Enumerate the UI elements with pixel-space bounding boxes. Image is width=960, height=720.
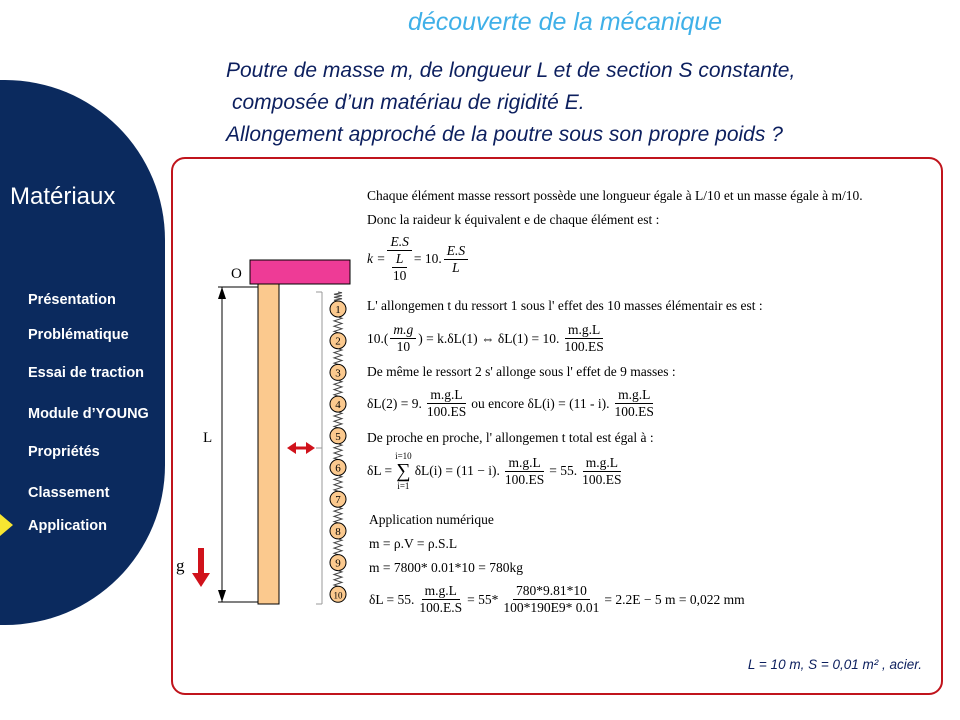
spring-number: 3: [335, 367, 341, 380]
spring-coil: [334, 349, 342, 365]
double-arrow-icon: [287, 442, 296, 454]
spring-coil: [334, 539, 342, 555]
top-support: [250, 260, 350, 284]
spring-number: 2: [335, 335, 341, 348]
gravity-label: g: [176, 556, 185, 575]
question-line-1: Poutre de masse m, de longueur L et de section S constante,: [226, 59, 796, 82]
spring-coil: [334, 380, 342, 396]
sidebar-item-problematique[interactable]: Problématique: [28, 327, 129, 343]
active-item-marker: [0, 514, 13, 536]
spring-coil: [334, 412, 342, 428]
sidebar: [0, 80, 165, 625]
equation-2: 10.( $\frac{m.g}{10}$ ) = k.δL(1) ⇔ δL(1) = 10. $\frac{m.g.L}{100.ES}$: [367, 322, 604, 354]
beam: [258, 284, 279, 604]
spring-chain: [330, 292, 346, 602]
sidebar-title: Matériaux: [10, 183, 116, 210]
text-p5: De proche en proche, l' allongemen t total est égal à :: [367, 430, 654, 445]
equation-7: δL = 55. $\frac{m.g.L}{100.E.S}$ = 55* $\frac{780*9.81*10}{100*190E9* 0.01}$ = 2.2E − 5 m = 0,022 mm: [369, 583, 745, 615]
spring-number: 5: [335, 430, 341, 443]
sidebar-item-presentation[interactable]: Présentation: [28, 292, 116, 308]
spring-coil: [334, 317, 342, 333]
app-title: Application numérique: [369, 512, 494, 527]
spring-coil: [334, 476, 342, 492]
spring-coil: [334, 571, 342, 587]
text-p3: L' allongemen t du ressort 1 sous l' effet des 10 masses élémentair es est :: [367, 298, 763, 313]
sidebar-item-application[interactable]: Application: [28, 518, 107, 534]
length-label: L: [203, 430, 213, 446]
spring-coil: [334, 444, 342, 460]
equation-6: m = 7800* 0.01*10 = 780kg: [369, 560, 523, 575]
spring-number: 4: [335, 399, 341, 412]
equation-5: m = ρ.V = ρ.S.L: [369, 536, 458, 551]
text-p1: Chaque élément masse ressort possède une longueur égale à L/10 et un masse égale à m/10.: [367, 188, 863, 203]
beam-spring-diagram: [170, 255, 365, 615]
question-line-2: composée d’un matériau de rigidité E.: [232, 91, 585, 114]
sidebar-item-classement[interactable]: Classement: [28, 485, 110, 501]
spring-coil: [334, 507, 342, 523]
equation-4: δL = i=10 ∑ i=1 δL(i) = (11 − i). $\frac{m.g.L}{100.ES}$ = 55. $\frac{m.g.L}{100.ES}$: [367, 451, 622, 491]
equation-3: δL(2) = 9. $\frac{m.g.L}{100.ES}$ ou encore δL(i) = (11 - i). $\frac{m.g.L}{100.ES}$: [367, 387, 654, 419]
gravity-arrow-icon: [192, 573, 210, 587]
slide-title: découverte de la mécanique: [407, 8, 723, 36]
spring-number: 7: [335, 494, 341, 507]
text-p4: De même le ressort 2 s' allonge sous l' effet de 9 masses :: [367, 364, 676, 379]
footnote: L = 10 m, S = 0,01 m² , acier.: [747, 657, 922, 672]
spring-number: 8: [335, 525, 341, 538]
spring-number: 9: [335, 557, 341, 570]
sidebar-item-proprietes[interactable]: Propriétés: [28, 444, 100, 460]
origin-label: O: [231, 266, 242, 282]
sidebar-item-module-young[interactable]: Module d’YOUNG: [28, 406, 149, 422]
spring-coil: [334, 292, 342, 301]
spring-number: 1: [335, 304, 341, 316]
equation-1: k = E.S L 10 = 10. $\frac{E.S}{L}$: [367, 234, 470, 284]
spring-number: 6: [335, 462, 341, 475]
spring-number: 10: [333, 590, 343, 601]
sidebar-item-essai-de-traction[interactable]: Essai de traction: [28, 365, 145, 381]
arrow-up-icon: [218, 287, 226, 299]
arrow-down-icon: [218, 590, 226, 602]
question-line-3: Allongement approché de la poutre sous son propre poids ?: [226, 123, 783, 146]
text-p2: Donc la raideur k équivalent e de chaque élément est :: [367, 212, 660, 227]
